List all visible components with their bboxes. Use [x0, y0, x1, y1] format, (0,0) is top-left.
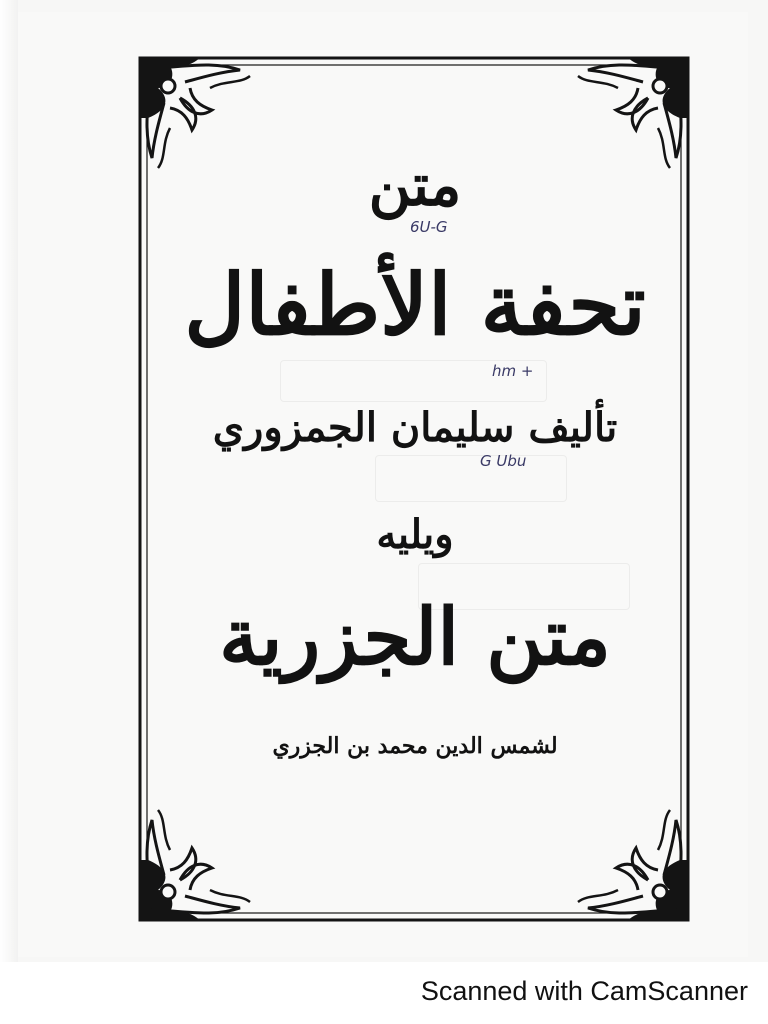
- handwritten-note: hm +: [492, 362, 534, 380]
- title-matn-al-jazariyya: متن الجزرية: [219, 592, 611, 683]
- author-al-jamzuri: تأليف سليمان الجمزوري: [212, 404, 618, 451]
- camscanner-watermark: Scanned with CamScanner: [420, 976, 748, 1006]
- handwritten-note: 6U-G: [410, 218, 448, 236]
- title-tuhfat-al-atfal: تحفة الأطفال: [184, 255, 646, 354]
- footer-bar: [0, 962, 768, 1024]
- handwritten-note: G Ubu: [480, 452, 527, 470]
- followed-by-label: ويليه: [376, 511, 454, 558]
- title-matn: متن: [368, 151, 462, 219]
- author-ibn-al-jazari: لشمس الدين محمد بن الجزري: [272, 733, 558, 759]
